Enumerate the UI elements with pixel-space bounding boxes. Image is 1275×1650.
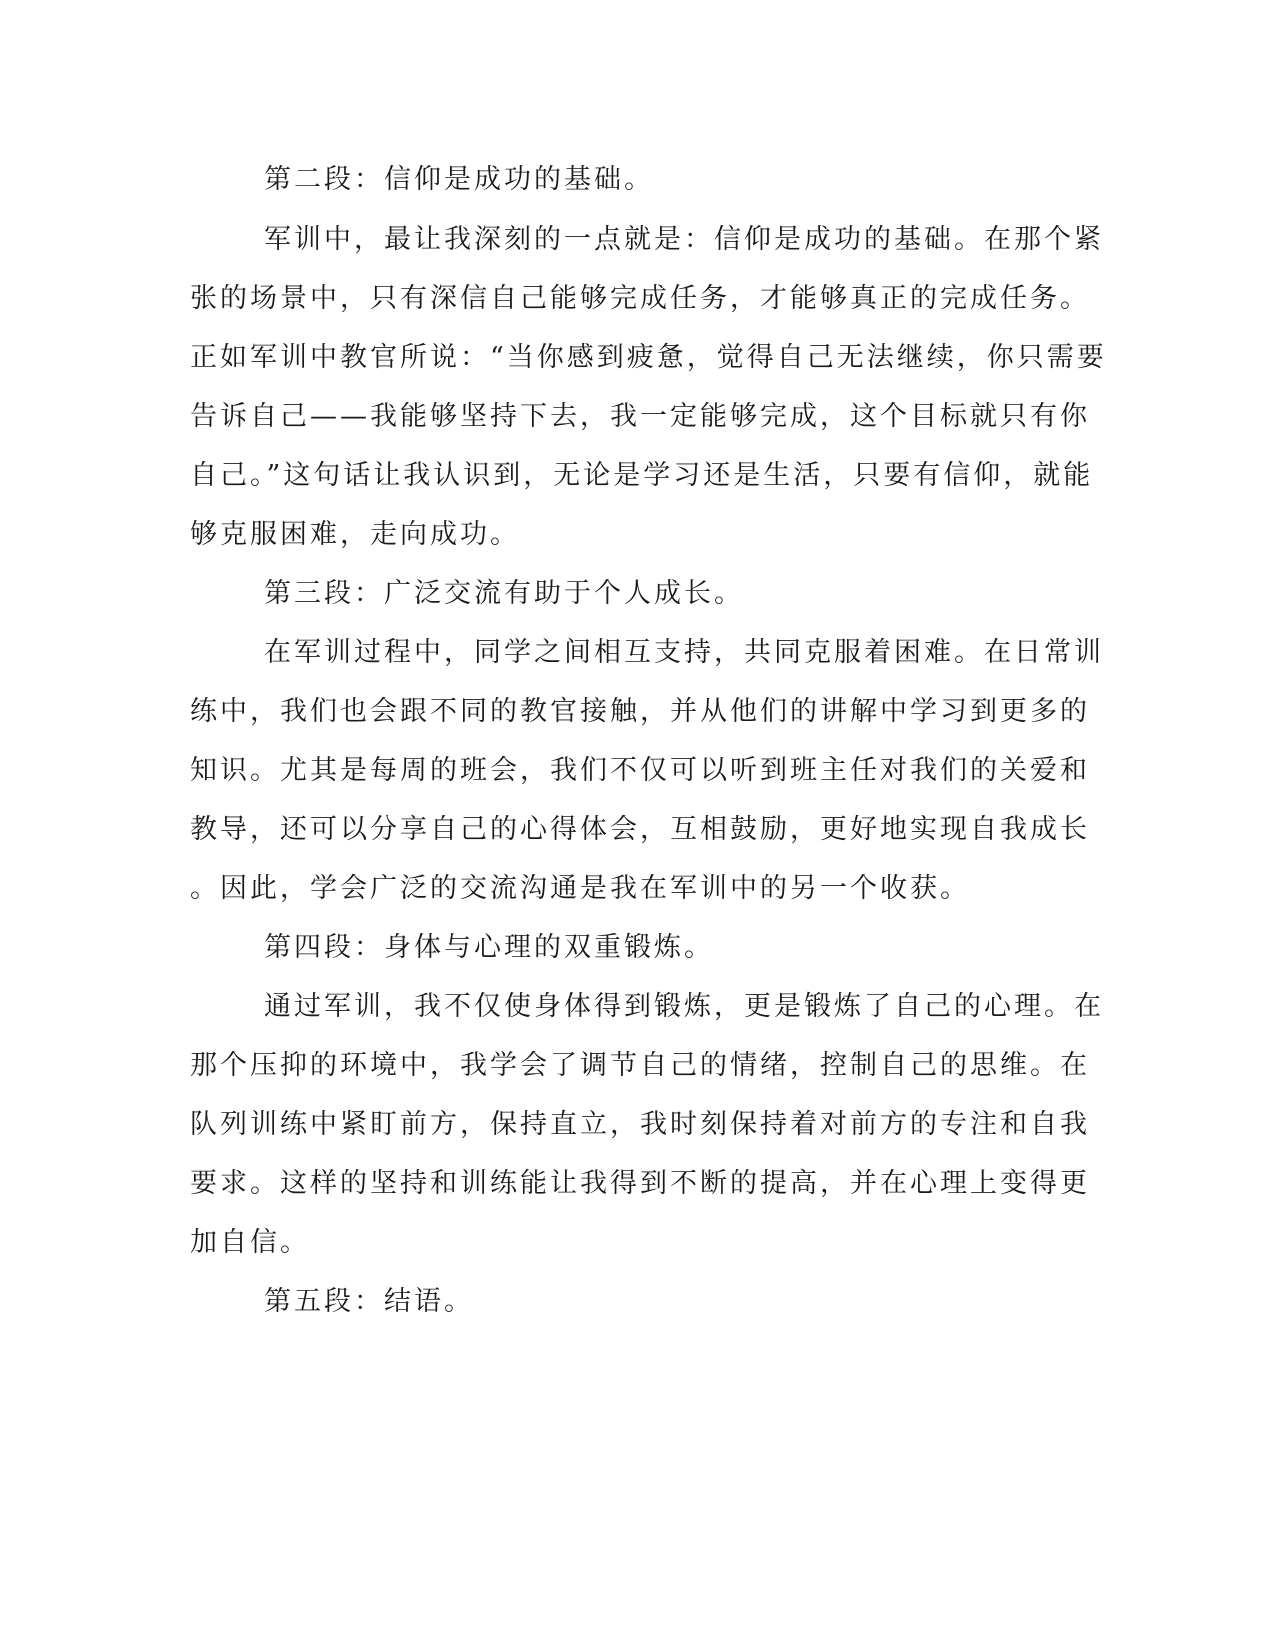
text-line: 通过军训，我不仅使身体得到锻炼，更是锻炼了自己的心理。在 (264, 991, 1104, 1022)
text-line: 正如军训中教官所说：“当你感到疲惫，觉得自己无法继续，你只需要 (190, 342, 1107, 373)
text-line: 够克服困难，走向成功。 (190, 519, 520, 550)
text-line: 知识。尤其是每周的班会，我们不仅可以听到班主任对我们的关爱和 (190, 755, 1090, 786)
section-heading-3: 第三段：广泛交流有助于个人成长。 (264, 578, 744, 609)
text-line: 教导，还可以分享自己的心得体会，互相鼓励，更好地实现自我成长 (190, 814, 1090, 845)
text-line: 。因此，学会广泛的交流沟通是我在军训中的另一个收获。 (190, 873, 970, 904)
text-line: 那个压抑的环境中，我学会了调节自己的情绪，控制自己的思维。在 (190, 1050, 1090, 1081)
text-line: 张的场景中，只有深信自己能够完成任务，才能够真正的完成任务。 (190, 283, 1090, 314)
text-line: 加自信。 (190, 1227, 310, 1258)
text-line: 告诉自己——我能够坚持下去，我一定能够完成，这个目标就只有你 (190, 401, 1090, 432)
section-heading-2: 第二段：信仰是成功的基础。 (264, 164, 654, 195)
text-line: 要求。这样的坚持和训练能让我得到不断的提高，并在心理上变得更 (190, 1168, 1090, 1199)
section-heading-4: 第四段：身体与心理的双重锻炼。 (264, 932, 714, 963)
text-line: 队列训练中紧盯前方，保持直立，我时刻保持着对前方的专注和自我 (190, 1109, 1090, 1140)
text-line: 在军训过程中，同学之间相互支持，共同克服着困难。在日常训 (264, 637, 1104, 668)
text-line: 练中，我们也会跟不同的教官接触，并从他们的讲解中学习到更多的 (190, 696, 1090, 727)
text-line: 军训中，最让我深刻的一点就是：信仰是成功的基础。在那个紧 (264, 224, 1104, 255)
text-line: 自己。”这句话让我认识到，无论是学习还是生活，只要有信仰，就能 (190, 460, 1094, 491)
section-heading-5: 第五段：结语。 (264, 1286, 474, 1317)
